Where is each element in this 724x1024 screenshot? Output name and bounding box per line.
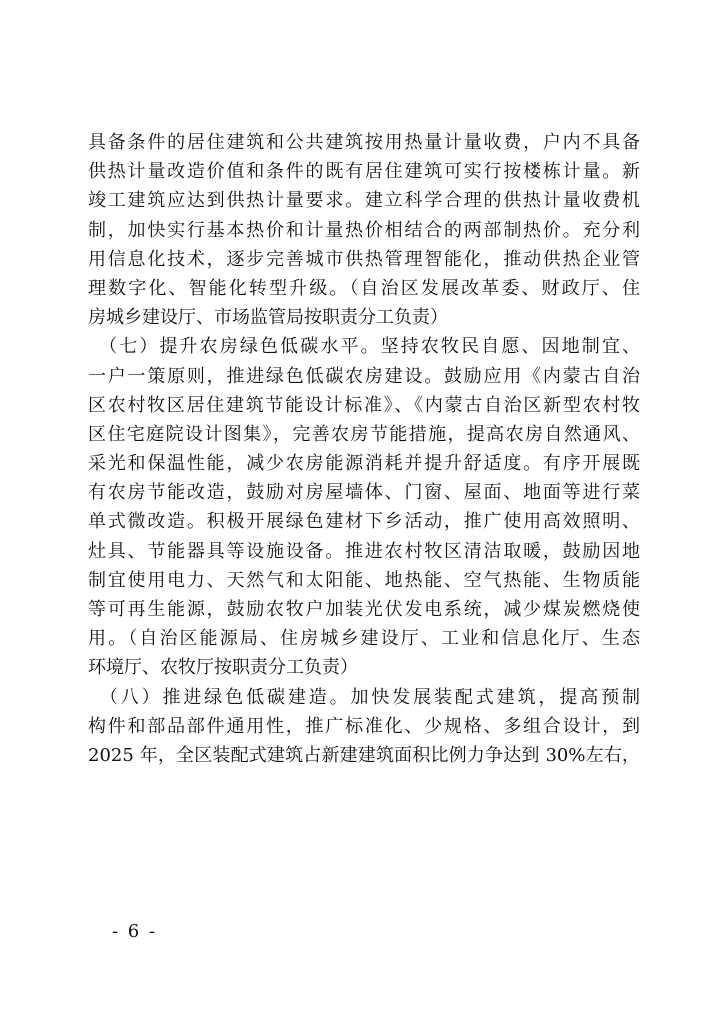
text-line: 2025 年，全区装配式建筑占新建建筑面积比例力争达到 30%左右，	[88, 744, 640, 766]
text-line: 制宜使用电力、天然气和太阳能、地热能、空气热能、生物质能	[88, 569, 640, 591]
text-line: 区农村牧区居住建筑节能设计标准》、《内蒙古自治区新型农村牧	[88, 394, 640, 416]
page-number: - 6 -	[112, 921, 158, 942]
text-line: 环境厅、农牧厅按职责分工负责）	[88, 657, 358, 679]
text-line: 等可再生能源，鼓励农牧户加装光伏发电系统，减少煤炭燃烧使	[88, 599, 640, 620]
text-line: （七）提升农房绿色低碳水平。坚持农牧民自愿、因地制宜、	[88, 336, 640, 358]
text-line: 灶具、节能器具等设施设备。推进农村牧区清洁取暖，鼓励因地	[88, 540, 640, 562]
text-line: 有农房节能改造，鼓励对房屋墙体、门窗、屋面、地面等进行菜	[88, 482, 640, 504]
text-line: 用。（自治区能源局、住房城乡建设厅、工业和信息化厅、生态	[88, 628, 640, 650]
text-line: 采光和保温性能，减少农房能源消耗并提升舒适度。有序开展既	[88, 453, 640, 475]
text-line: 具备条件的居住建筑和公共建筑按用热量计量收费，户内不具备	[88, 132, 640, 153]
text-line: 构件和部品部件通用性，推广标准化、少规格、多组合设计，到	[88, 715, 640, 737]
text-line: 用信息化技术，逐步完善城市供热管理智能化，推动供热企业管	[88, 248, 640, 270]
text-line: 制，加快实行基本热价和计量热价相结合的两部制热价。充分利	[88, 219, 640, 241]
text-line: 理数字化、智能化转型升级。（自治区发展改革委、财政厅、住	[88, 277, 640, 299]
text-line: 一户一策原则，推进绿色低碳农房建设。鼓励应用《内蒙古自治	[88, 365, 640, 387]
text-line: （八）推进绿色低碳建造。加快发展装配式建筑，提高预制	[88, 686, 640, 708]
body-text	[88, 128, 640, 770]
text-line: 供热计量改造价值和条件的既有居住建筑可实行按楼栋计量。新	[88, 161, 640, 183]
text-line: 竣工建筑应达到供热计量要求。建立科学合理的供热计量收费机	[88, 190, 640, 212]
text-line: 单式微改造。积极开展绿色建材下乡活动，推广使用高效照明、	[88, 511, 640, 533]
text-line: 区住宅庭院设计图集》，完善农房节能措施，提高农房自然通风、	[88, 423, 640, 445]
text-line: 房城乡建设厅、市场监管局按职责分工负责）	[88, 307, 448, 329]
